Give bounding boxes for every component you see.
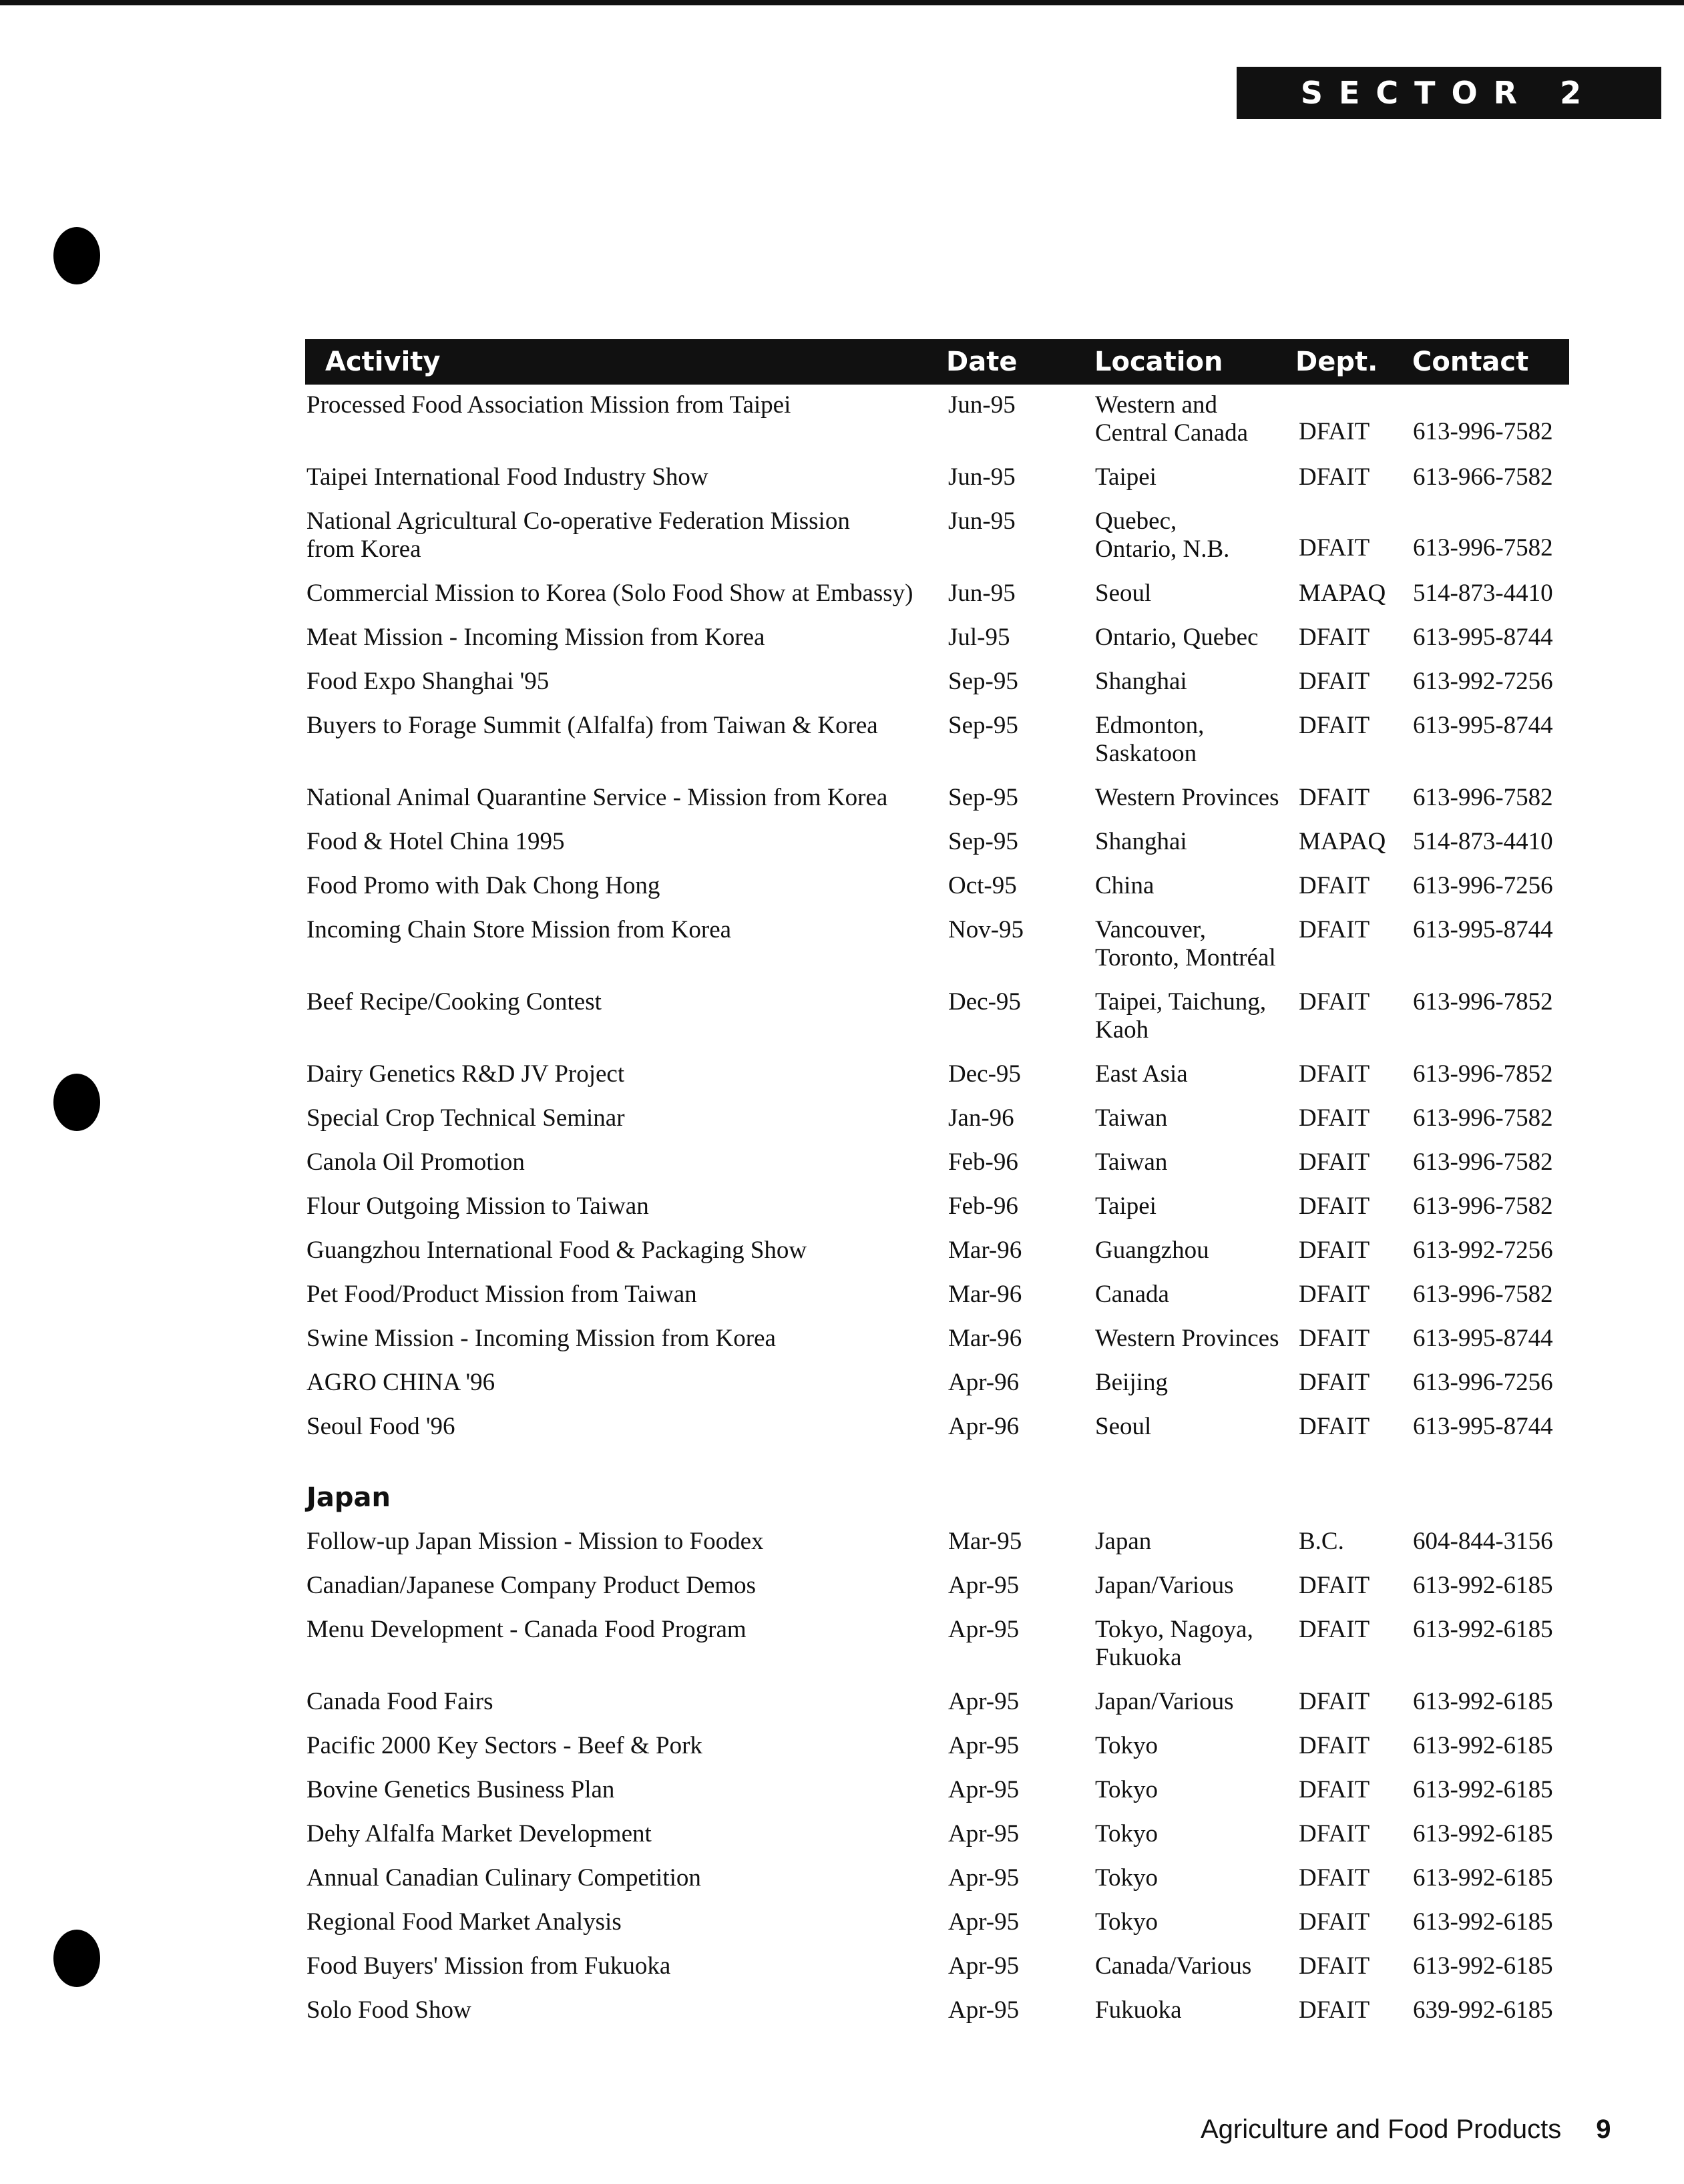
cell-location: Beijing (1095, 1369, 1168, 1396)
cell-location: Western Provinces (1095, 1325, 1279, 1352)
cell-date: Apr-96 (948, 1369, 1020, 1396)
cell-date: Jul-95 (948, 624, 1010, 651)
cell-contact: 613-996-7582 (1413, 1148, 1553, 1176)
cell-date: Apr-95 (948, 1952, 1020, 1980)
cell-date: Apr-95 (948, 1572, 1020, 1599)
header-contact: Contact (1412, 347, 1529, 377)
cell-activity: Food Expo Shanghai '95 (306, 668, 550, 695)
cell-location: Edmonton, Saskatoon (1095, 712, 1205, 767)
cell-date: Apr-95 (948, 1688, 1020, 1715)
cell-location: Tokyo (1095, 1732, 1159, 1759)
cell-dept: B.C. (1299, 1528, 1344, 1555)
cell-location: Shanghai (1095, 668, 1187, 695)
table-row (0, 463, 1684, 491)
cell-activity: National Animal Quarantine Service - Mission from Korea (306, 784, 888, 811)
table-row (0, 1776, 1684, 1803)
cell-contact: 613-992-6185 (1413, 1616, 1553, 1643)
cell-date: Mar-95 (948, 1528, 1022, 1555)
cell-location: Taiwan (1095, 1148, 1168, 1176)
cell-dept: DFAIT (1299, 1237, 1370, 1264)
cell-location: Shanghai (1095, 828, 1187, 855)
cell-date: Jun-95 (948, 507, 1016, 535)
cell-activity: Seoul Food '96 (306, 1413, 455, 1440)
cell-dept: DFAIT (1299, 988, 1370, 1016)
header-location: Location (1094, 347, 1223, 377)
cell-date: Mar-96 (948, 1281, 1022, 1308)
cell-dept: DFAIT (1299, 1776, 1370, 1803)
cell-contact: 613-996-7582 (1413, 784, 1553, 811)
cell-contact: 613-992-6185 (1413, 1688, 1553, 1715)
cell-date: Jun-95 (948, 391, 1016, 419)
cell-dept: DFAIT (1299, 534, 1370, 562)
cell-location: Taipei (1095, 463, 1156, 491)
cell-contact: 613-995-8744 (1413, 916, 1553, 943)
punch-hole-icon (53, 1930, 100, 1987)
table-row (0, 1732, 1684, 1759)
cell-activity: Special Crop Technical Seminar (306, 1104, 625, 1132)
top-rule (0, 0, 1684, 5)
cell-contact: 639-992-6185 (1413, 1996, 1553, 2024)
cell-contact: 613-992-7256 (1413, 1237, 1553, 1264)
cell-contact: 613-996-7582 (1413, 1192, 1553, 1220)
cell-dept: DFAIT (1299, 1572, 1370, 1599)
cell-contact: 613-996-7852 (1413, 988, 1553, 1016)
cell-date: Apr-95 (948, 1908, 1020, 1936)
cell-date: Apr-95 (948, 1776, 1020, 1803)
cell-contact: 613-996-7582 (1413, 1281, 1553, 1308)
cell-contact: 613-995-8744 (1413, 1413, 1553, 1440)
cell-contact: 613-992-6185 (1413, 1572, 1553, 1599)
cell-dept: DFAIT (1299, 1148, 1370, 1176)
cell-contact: 613-996-7256 (1413, 872, 1553, 899)
cell-activity: Canadian/Japanese Company Product Demos (306, 1572, 757, 1599)
cell-activity: Canada Food Fairs (306, 1688, 493, 1715)
cell-activity: Canola Oil Promotion (306, 1148, 525, 1176)
cell-activity: Annual Canadian Culinary Competition (306, 1864, 701, 1892)
cell-location: Tokyo (1095, 1820, 1159, 1847)
cell-location: Japan/Various (1095, 1688, 1234, 1715)
cell-contact: 613-992-6185 (1413, 1732, 1553, 1759)
cell-date: Oct-95 (948, 872, 1017, 899)
punch-hole-icon (53, 1074, 100, 1131)
cell-dept: DFAIT (1299, 1820, 1370, 1847)
cell-date: Nov-95 (948, 916, 1024, 943)
cell-date: Apr-95 (948, 1820, 1020, 1847)
cell-dept: DFAIT (1299, 1908, 1370, 1936)
cell-contact: 613-995-8744 (1413, 1325, 1553, 1352)
footer-section-title: Agriculture and Food Products (1201, 2115, 1562, 2144)
punch-hole-icon (53, 227, 100, 284)
cell-dept: DFAIT (1299, 1325, 1370, 1352)
cell-date: Sep-95 (948, 668, 1018, 695)
cell-location: Japan (1095, 1528, 1152, 1555)
cell-contact: 613-992-6185 (1413, 1820, 1553, 1847)
cell-activity: Bovine Genetics Business Plan (306, 1776, 615, 1803)
cell-location: Tokyo (1095, 1908, 1159, 1936)
cell-date: Dec-95 (948, 988, 1021, 1016)
cell-activity: Beef Recipe/Cooking Contest (306, 988, 602, 1016)
cell-dept: DFAIT (1299, 1864, 1370, 1892)
cell-activity: Dehy Alfalfa Market Development (306, 1820, 652, 1847)
table-row (0, 1864, 1684, 1892)
table-header (305, 339, 1569, 385)
cell-activity: Flour Outgoing Mission to Taiwan (306, 1192, 649, 1220)
cell-activity: Commercial Mission to Korea (Solo Food Show at Embassy) (306, 580, 913, 607)
cell-contact: 613-992-7256 (1413, 668, 1553, 695)
cell-dept: DFAIT (1299, 872, 1370, 899)
page-number: 9 (1596, 2115, 1611, 2144)
cell-activity: Buyers to Forage Summit (Alfalfa) from Taiwan & Korea (306, 712, 878, 739)
cell-dept: DFAIT (1299, 1952, 1370, 1980)
table-row (0, 1996, 1684, 2024)
cell-activity: AGRO CHINA '96 (306, 1369, 495, 1396)
table-row (0, 507, 1684, 563)
cell-date: Feb-96 (948, 1148, 1018, 1176)
cell-dept: DFAIT (1299, 1996, 1370, 2024)
cell-activity: Pacific 2000 Key Sectors - Beef & Pork (306, 1732, 702, 1759)
table-row (0, 1104, 1684, 1132)
cell-date: Jan-96 (948, 1104, 1014, 1132)
cell-location: Taipei, Taichung, Kaoh (1095, 988, 1267, 1044)
cell-date: Apr-96 (948, 1413, 1020, 1440)
cell-date: Apr-95 (948, 1616, 1020, 1643)
header-activity: Activity (325, 347, 441, 377)
cell-activity: Regional Food Market Analysis (306, 1908, 622, 1936)
cell-contact: 613-966-7582 (1413, 463, 1553, 491)
cell-date: Dec-95 (948, 1060, 1021, 1088)
cell-contact: 604-844-3156 (1413, 1528, 1553, 1555)
cell-dept: DFAIT (1299, 1104, 1370, 1132)
table-row (0, 1192, 1684, 1220)
cell-activity: Solo Food Show (306, 1996, 471, 2024)
cell-activity: Taipei International Food Industry Show (306, 463, 708, 491)
cell-dept: DFAIT (1299, 784, 1370, 811)
cell-location: Taipei (1095, 1192, 1156, 1220)
header-date: Date (946, 347, 1018, 377)
cell-contact: 514-873-4410 (1413, 580, 1553, 607)
cell-location: Tokyo, Nagoya, Fukuoka (1095, 1616, 1253, 1671)
cell-date: Jun-95 (948, 463, 1016, 491)
cell-contact: 613-996-7852 (1413, 1060, 1553, 1088)
cell-location: China (1095, 872, 1154, 899)
cell-date: Jun-95 (948, 580, 1016, 607)
table-row (0, 828, 1684, 855)
cell-dept: DFAIT (1299, 916, 1370, 943)
cell-contact: 613-992-6185 (1413, 1776, 1553, 1803)
cell-contact: 613-995-8744 (1413, 624, 1553, 651)
cell-contact: 613-996-7582 (1413, 418, 1553, 445)
cell-location: Tokyo (1095, 1776, 1159, 1803)
cell-dept: DFAIT (1299, 624, 1370, 651)
table-row (0, 391, 1684, 447)
cell-date: Feb-96 (948, 1192, 1018, 1220)
cell-date: Sep-95 (948, 712, 1018, 739)
cell-activity: Guangzhou International Food & Packaging Show (306, 1237, 807, 1264)
cell-activity: Incoming Chain Store Mission from Korea (306, 916, 732, 943)
table-row (0, 784, 1684, 811)
cell-date: Apr-95 (948, 1732, 1020, 1759)
cell-contact: 613-995-8744 (1413, 712, 1553, 739)
cell-date: Mar-96 (948, 1237, 1022, 1264)
cell-location: East Asia (1095, 1060, 1188, 1088)
cell-contact: 613-996-7256 (1413, 1369, 1553, 1396)
cell-location: Canada (1095, 1281, 1169, 1308)
cell-contact: 613-992-6185 (1413, 1952, 1553, 1980)
cell-activity: Processed Food Association Mission from Taipei (306, 391, 791, 419)
table-row (0, 872, 1684, 899)
table-row (0, 988, 1684, 1044)
cell-contact: 613-992-6185 (1413, 1908, 1553, 1936)
cell-activity: Follow-up Japan Mission - Mission to Foodex (306, 1528, 764, 1555)
cell-location: Vancouver, Toronto, Montréal (1095, 916, 1276, 971)
cell-activity: Meat Mission - Incoming Mission from Korea (306, 624, 765, 651)
cell-date: Sep-95 (948, 828, 1018, 855)
cell-contact: 613-996-7582 (1413, 1104, 1553, 1132)
cell-dept: DFAIT (1299, 418, 1370, 445)
cell-date: Sep-95 (948, 784, 1018, 811)
cell-location: Ontario, Quebec (1095, 624, 1259, 651)
cell-location: Quebec, Ontario, N.B. (1095, 507, 1230, 563)
cell-date: Apr-95 (948, 1996, 1020, 2024)
cell-location: Tokyo (1095, 1864, 1159, 1892)
table-row (0, 1148, 1684, 1176)
section-title-japan: Japan (306, 1482, 391, 1513)
cell-activity: Dairy Genetics R&D JV Project (306, 1060, 625, 1088)
cell-location: Fukuoka (1095, 1996, 1182, 2024)
cell-activity: Pet Food/Product Mission from Taiwan (306, 1281, 697, 1308)
cell-dept: DFAIT (1299, 1732, 1370, 1759)
cell-date: Mar-96 (948, 1325, 1022, 1352)
cell-contact: 613-992-6185 (1413, 1864, 1553, 1892)
table-row (0, 1060, 1684, 1088)
cell-location: Canada/Various (1095, 1952, 1252, 1980)
cell-dept: DFAIT (1299, 1060, 1370, 1088)
cell-location: Taiwan (1095, 1104, 1168, 1132)
cell-dept: DFAIT (1299, 668, 1370, 695)
cell-dept: DFAIT (1299, 463, 1370, 491)
table-row (0, 1908, 1684, 1936)
cell-dept: MAPAQ (1299, 580, 1386, 607)
cell-date: Apr-95 (948, 1864, 1020, 1892)
cell-location: Guangzhou (1095, 1237, 1209, 1264)
table-row (0, 1820, 1684, 1847)
sector-tab: SECTOR 2 (1237, 67, 1661, 119)
cell-location: Japan/Various (1095, 1572, 1234, 1599)
cell-location: Western Provinces (1095, 784, 1279, 811)
cell-dept: MAPAQ (1299, 828, 1386, 855)
cell-activity: National Agricultural Co-operative Federation Mission from Korea (306, 507, 850, 563)
page-footer (1201, 2115, 1611, 2145)
header-dept: Dept. (1295, 347, 1378, 377)
cell-dept: DFAIT (1299, 1616, 1370, 1643)
cell-dept: DFAIT (1299, 1281, 1370, 1308)
table-row (0, 916, 1684, 971)
cell-dept: DFAIT (1299, 1688, 1370, 1715)
cell-activity: Food Buyers' Mission from Fukuoka (306, 1952, 671, 1980)
cell-contact: 514-873-4410 (1413, 828, 1553, 855)
cell-dept: DFAIT (1299, 712, 1370, 739)
cell-dept: DFAIT (1299, 1369, 1370, 1396)
cell-activity: Swine Mission - Incoming Mission from Korea (306, 1325, 776, 1352)
cell-activity: Food Promo with Dak Chong Hong (306, 872, 660, 899)
cell-location: Seoul (1095, 580, 1152, 607)
cell-dept: DFAIT (1299, 1192, 1370, 1220)
cell-location: Western and Central Canada (1095, 391, 1249, 447)
table-row (0, 1952, 1684, 1980)
cell-dept: DFAIT (1299, 1413, 1370, 1440)
table-row (0, 1688, 1684, 1715)
cell-location: Seoul (1095, 1413, 1152, 1440)
cell-activity: Menu Development - Canada Food Program (306, 1616, 747, 1643)
cell-contact: 613-996-7582 (1413, 534, 1553, 562)
cell-activity: Food & Hotel China 1995 (306, 828, 565, 855)
